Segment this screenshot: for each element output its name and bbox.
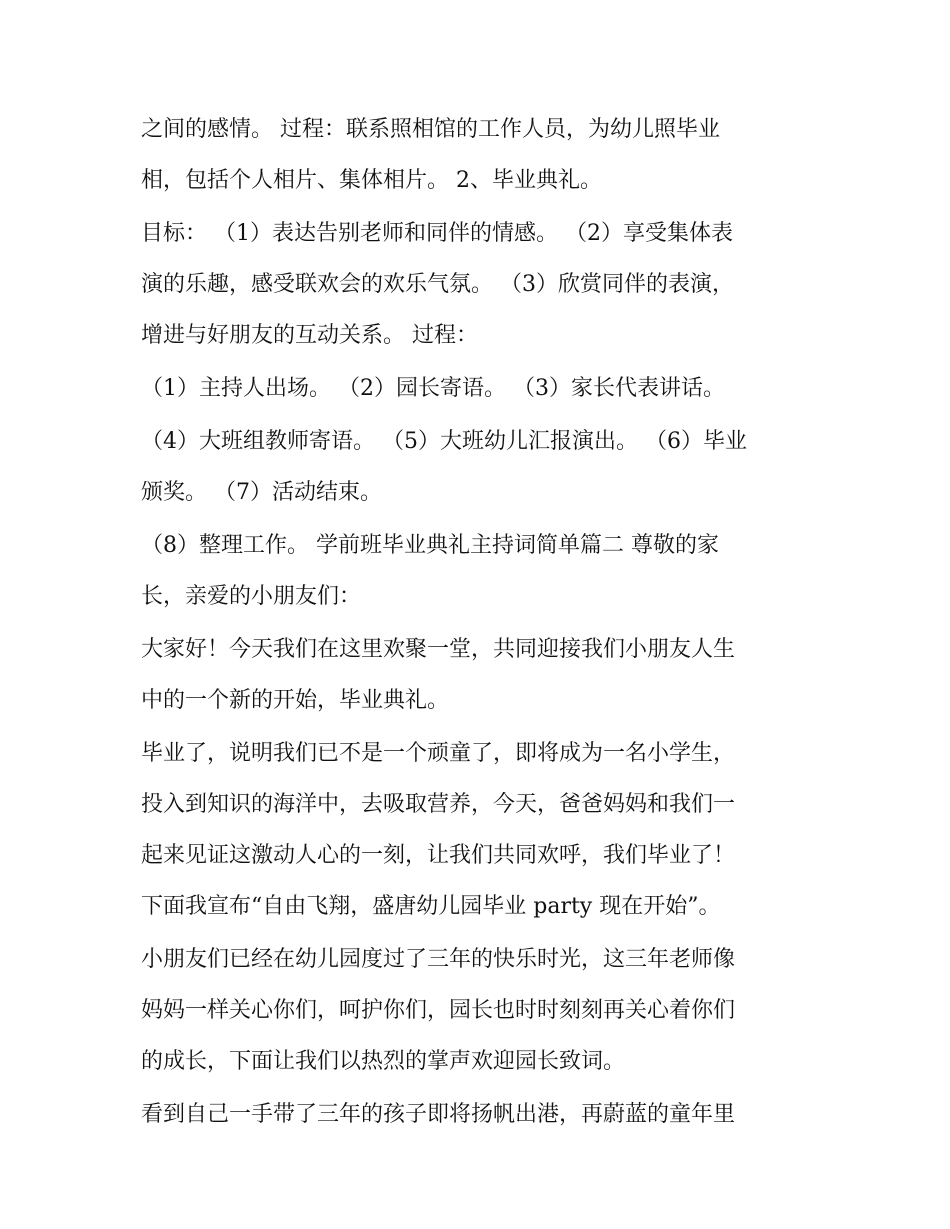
text-line: 起来见证这激动人心的一刻，让我们共同欢呼，我们毕业了！ [141, 843, 736, 868]
text-line: 投入到知识的海洋中，去吸取营养，今天，爸爸妈妈和我们一 [141, 792, 736, 817]
text-line: 小朋友们已经在幼儿园度过了三年的快乐时光，这三年老师像 [141, 947, 736, 972]
text-line: 之间的感情。 过程：联系照相馆的工作人员，为幼儿照毕业 [141, 117, 720, 142]
text-line: 颁奖。 （7）活动结束。 [141, 480, 382, 505]
document-body [141, 112, 821, 1133]
text-line: 妈妈一样关心你们，呵护你们，园长也时时刻刻再关心着你们 [141, 998, 736, 1023]
text-line: 下面我宣布“自由飞翔，盛唐幼儿园毕业 party 现在开始”。 [141, 894, 721, 919]
text-line: 长，亲爱的小朋友们： [141, 584, 362, 609]
text-line: 中的一个新的开始，毕业典礼。 [141, 688, 450, 713]
text-line: 毕业了，说明我们已不是一个顽童了，即将成为一名小学生， [141, 741, 736, 766]
text-line: 目标： （1）表达告别老师和同伴的情感。 （2）享受集体表 [141, 221, 733, 246]
text-line: 看到自己一手带了三年的孩子即将扬帆出港，再蔚蓝的童年里 [141, 1102, 736, 1127]
text-line: 演的乐趣，感受联欢会的欢乐气氛。 （3）欣赏同伴的表演， [141, 272, 734, 297]
text-line: 大家好！今天我们在这里欢聚一堂，共同迎接我们小朋友人生 [141, 637, 736, 662]
text-line: 的成长，下面让我们以热烈的掌声欢迎园长致词。 [141, 1049, 626, 1074]
text-line: （1）主持人出场。 （2）园长寄语。 （3）家长代表讲话。 [141, 376, 725, 401]
text-line: （8）整理工作。 学前班毕业典礼主持词简单篇二 尊敬的家 [141, 533, 719, 558]
text-line: （4）大班组教师寄语。 （5）大班幼儿汇报演出。 （6）毕业 [141, 429, 747, 454]
text-line: 相，包括个人相片、集体相片。 2、毕业典礼。 [141, 168, 602, 193]
text-line: 增进与好朋友的互动关系。 过程： [141, 323, 478, 348]
